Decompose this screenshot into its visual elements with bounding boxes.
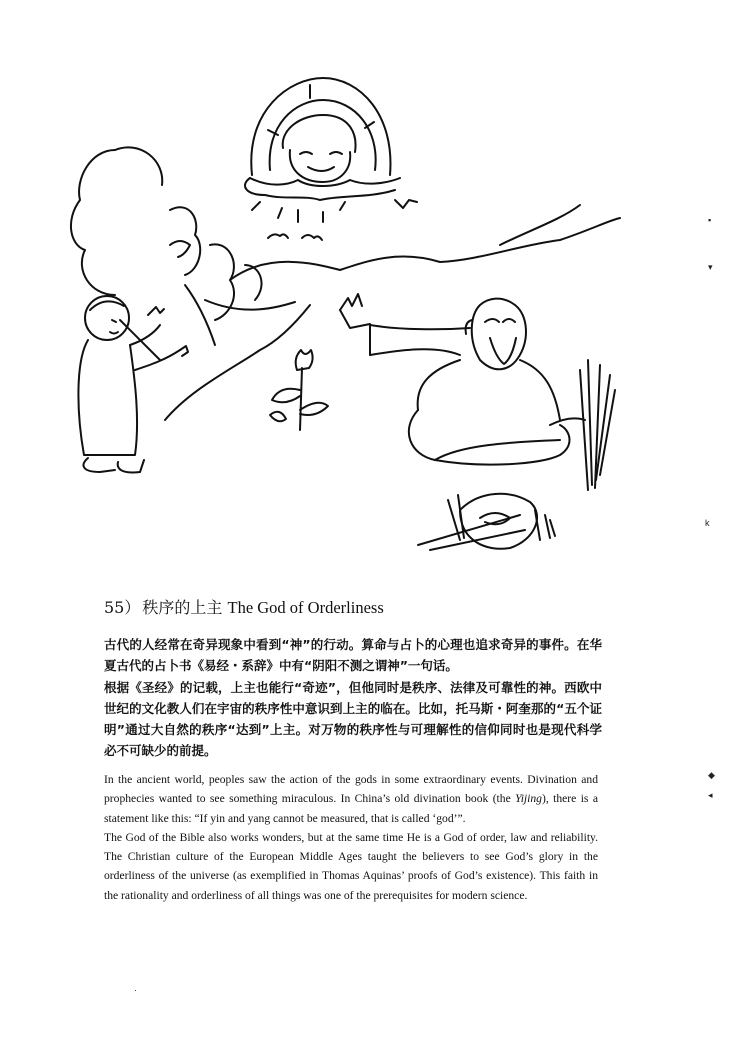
section-number: 55） <box>104 598 141 617</box>
margin-dot: ▾ <box>708 262 713 272</box>
margin-dot: · <box>134 985 137 995</box>
mountains-drawing <box>230 205 620 280</box>
margin-dot: ◆ <box>708 770 715 780</box>
tree-drawing <box>71 147 295 360</box>
sage-drawing <box>340 294 615 490</box>
flower-drawing <box>270 350 328 430</box>
section-title-cn: 秩序的上主 <box>142 598 223 617</box>
section-title-en: The God of Orderliness <box>227 598 384 617</box>
chinese-paragraph: 古代的人经常在奇异现象中看到“神”的行动。算命与占卜的心理也追求奇异的事件。在华夏古代的占卜书《易经・系辞》中有“阴阳不测之谓神”一句话。 <box>104 637 602 674</box>
english-paragraph: The God of the Bible also works wonders, but at the same time He is a God of order, law and reliability. The Christian culture of the European Middle Ages taught the believers to see God’s glory in the orderliness of the universe (as exemplified in Thomas Aquinas’ proofs of God’s existence). This faith in the rationality and orderliness of all things was one of the prerequisites for modern science. <box>104 830 598 902</box>
margin-dot: ◂ <box>708 790 713 800</box>
margin-side-letter: k <box>705 518 710 528</box>
illustration-god-of-order <box>40 70 680 570</box>
child-drawing <box>78 296 188 473</box>
chinese-text-block <box>104 634 602 762</box>
chinese-paragraph: 根据《圣经》的记载，上主也能行“奇迹”，但他同时是秩序、法律及可靠性的神。西欧中世纪的文化教人们在宇宙的秩序性中意识到上主的临在。比如，托马斯・阿奎那的“五个证明”通过大自然的秩序“达到”上主。对万物的秩序性与可理解性的信仰同时也是现代科学必不可缺少的前提。 <box>104 679 602 759</box>
english-paragraph: In the ancient world, peoples saw the action of the gods in some extraordinary events. Divination and prophecies wanted to see something miraculous. In China’s old divination book (the Yijing), there is a statement like this: “If yin and yang cannot be measured, that is called ‘god’”. <box>104 773 598 825</box>
margin-dot: ▪ <box>708 215 712 225</box>
english-text-block <box>104 770 598 905</box>
god-halo-drawing <box>245 78 417 240</box>
book-title-yijing: Yijing <box>515 792 542 806</box>
section-heading <box>104 595 384 618</box>
hill-line-drawing <box>165 305 310 420</box>
divination-sticks-drawing <box>418 494 555 550</box>
